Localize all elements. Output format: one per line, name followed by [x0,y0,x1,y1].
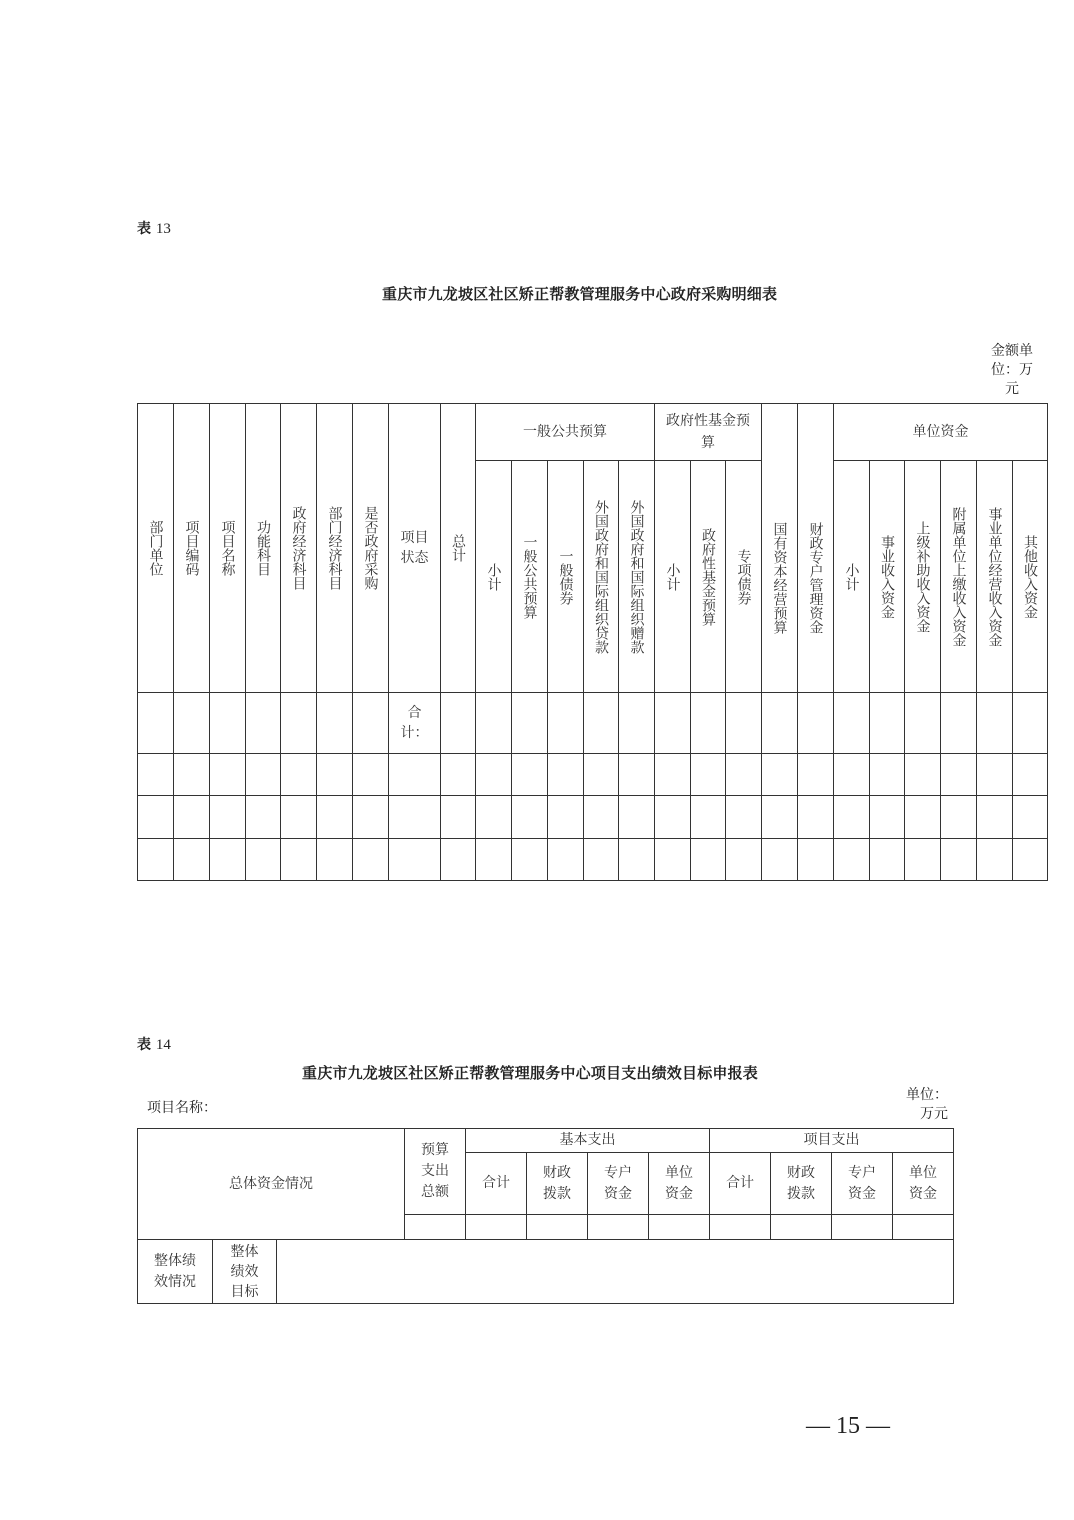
table-row-cell[interactable] [798,754,834,796]
expense-subheader [893,1153,954,1215]
table-row-cell[interactable] [441,839,476,881]
header-text: 一般公共预算 [521,534,538,619]
table-row-cell[interactable] [548,796,584,839]
total-row-cell[interactable] [353,693,389,754]
header-text: 部门单位 [147,520,164,576]
table-row-cell[interactable] [905,839,941,881]
total-row-cell[interactable] [246,693,281,754]
total-row-cell[interactable] [476,693,512,754]
table-row-cell[interactable] [174,839,210,881]
table-row-cell[interactable] [317,754,353,796]
header-uf-other-income [1013,461,1048,693]
expense-value-cell[interactable] [466,1215,527,1240]
table13-title: 重庆市九龙坡区社区矫正帮教管理服务中心政府采购明细表 [382,285,778,303]
header-text: 是否政府采购 [362,506,379,590]
table-row-cell[interactable] [870,754,905,796]
cell-text: 项目支出 [803,1132,860,1148]
table-row-cell[interactable] [210,839,246,881]
table-row-cell[interactable] [548,839,584,881]
expense-value-cell[interactable] [771,1215,832,1240]
table-row-cell[interactable] [726,796,762,839]
expense-subheader [771,1153,832,1215]
header-text: 上级补助收入资金 [914,520,931,633]
table-row-cell[interactable] [441,754,476,796]
total-row-cell[interactable] [941,693,977,754]
table-row-cell[interactable] [441,796,476,839]
table-row-cell[interactable] [1013,839,1048,881]
total-row-label: 合计： [400,705,429,741]
table-row-cell[interactable] [138,754,174,796]
table-row-cell[interactable] [762,754,798,796]
header-dept-econ-subject [317,404,353,693]
overall-perf-goal-cell [213,1240,277,1304]
table-row-cell[interactable] [941,796,977,839]
cell-text: 财政拨款 [787,1164,815,1202]
table-row-cell[interactable] [798,796,834,839]
table-row-cell[interactable] [548,754,584,796]
table-row-cell[interactable] [762,839,798,881]
header-text: 小计 [485,562,502,591]
total-row-cell[interactable] [1013,693,1048,754]
header-text: 事业单位经营收入资金 [986,506,1003,647]
header-text: 总计 [450,534,466,562]
header-dept-unit [138,404,174,693]
header-project-code [174,404,210,693]
table-row-cell[interactable] [905,754,941,796]
table-row-cell[interactable] [619,796,655,839]
table-row-cell[interactable] [977,796,1013,839]
table-row-cell[interactable] [317,839,353,881]
header-gpb-general-bond [548,461,584,693]
table-row-cell[interactable] [512,754,548,796]
project-name-label: 项目名称： [147,1100,217,1116]
header-gov-econ-subject [281,404,317,693]
cell-text: 总体资金情况 [229,1175,313,1192]
header-text: 政府性基金预算 [666,413,750,451]
header-text: 外国政府和国际组织赠款 [628,499,645,654]
table14-label-number: 14 [155,1037,171,1053]
table-row-cell[interactable] [210,754,246,796]
header-gfb-gov-fund-budget [691,461,726,693]
table-row-cell[interactable] [655,796,691,839]
header-text: 部门经济科目 [326,506,343,590]
table-row-cell[interactable] [353,754,389,796]
total-row-cell[interactable] [210,693,246,754]
total-row-cell[interactable] [619,693,655,754]
header-text: 其他收入资金 [1022,534,1038,619]
header-text: 专项债券 [735,548,752,605]
table13-unit-line: 位：万 [991,362,1033,378]
table-row-cell[interactable] [977,754,1013,796]
header-text: 财政专户管理资金 [807,522,824,634]
cell-text: 专户资金 [604,1164,632,1202]
table-row-cell[interactable] [584,796,619,839]
header-text: 单位资金 [912,423,969,440]
table-row-cell[interactable] [798,839,834,881]
table13-unit-line: 金额单 [991,343,1033,359]
table13-label-number: 13 [155,221,171,237]
header-gpb-subtotal [476,461,512,693]
header-gpb-general-public-budget [512,461,548,693]
header-function-subject [246,404,281,693]
header-text: 项目编码 [183,520,200,576]
cell-text: 合计 [482,1175,510,1191]
header-text: 功能科目 [255,520,271,576]
header-uf-affiliate-remit [941,461,977,693]
expense-subheader [832,1153,893,1215]
table-row-cell[interactable] [619,839,655,881]
total-row-cell[interactable] [138,693,174,754]
table-row-cell[interactable] [941,754,977,796]
table-row-cell[interactable] [476,796,512,839]
header-gov-fund-budget [655,404,762,461]
total-row-cell[interactable] [281,693,317,754]
table-row-cell[interactable] [174,754,210,796]
header-text: 项目名称 [219,520,236,576]
table-row-cell[interactable] [834,839,870,881]
cell-text: 专户资金 [848,1164,876,1202]
total-row-cell[interactable] [977,693,1013,754]
cell-text: 整体绩效情况 [154,1252,196,1290]
expense-value-cell[interactable] [527,1215,588,1240]
expense-value-cell[interactable] [649,1215,710,1240]
expense-subheader [649,1153,710,1215]
table-row-cell[interactable] [941,839,977,881]
expense-value-cell[interactable] [832,1215,893,1240]
budget-total-header [405,1129,466,1215]
table-row-cell[interactable] [655,754,691,796]
table-row-cell[interactable] [246,796,281,839]
header-text: 国有资本经营预算 [771,522,788,634]
table-row-cell[interactable] [655,839,691,881]
table-row-cell[interactable] [834,754,870,796]
table13-label [137,218,171,238]
header-uf-business-income [870,461,905,693]
budget-total-value[interactable] [405,1215,466,1240]
table-row-cell[interactable] [317,796,353,839]
total-row-cell[interactable] [655,693,691,754]
cell-text: 整体绩效目标 [230,1243,259,1300]
expense-value-cell[interactable] [710,1215,771,1240]
header-text: 一般公共预算 [523,423,607,440]
table-row-cell[interactable] [977,839,1013,881]
table-row-cell[interactable] [476,839,512,881]
header-project-name [210,404,246,693]
table-row-cell[interactable] [512,796,548,839]
table-row-cell[interactable] [174,796,210,839]
total-row-cell [389,693,441,754]
table14-grid [137,1128,954,1304]
table13-unit [984,342,1040,399]
expense-subheader [710,1153,771,1215]
header-unit-funds [834,404,1048,461]
total-row-cell[interactable] [870,693,905,754]
header-uf-subtotal [834,461,870,693]
overall-perf-goal-value[interactable] [277,1240,954,1304]
header-uf-superior-subsidy [905,461,941,693]
table-row-cell[interactable] [210,796,246,839]
cell-text: 合计 [726,1175,754,1191]
cell-text: 预算支出总额 [421,1142,449,1200]
header-text: 政府性基金预算 [700,527,716,626]
table-row-cell[interactable] [476,754,512,796]
table-row-cell[interactable] [691,839,726,881]
table-row-cell[interactable] [389,839,441,881]
total-row-cell[interactable] [691,693,726,754]
header-gpb-foreign-loan [584,461,619,693]
expense-value-cell[interactable] [893,1215,954,1240]
total-row-cell[interactable] [441,693,476,754]
header-text: 附属单位上缴收入资金 [950,506,967,647]
total-row-cell[interactable] [548,693,584,754]
table-row-cell[interactable] [870,839,905,881]
table-row-cell[interactable] [726,754,762,796]
cell-text: 单位资金 [665,1164,693,1202]
table-row-cell[interactable] [138,796,174,839]
total-row-cell[interactable] [584,693,619,754]
table14-unit-line: 单位： [906,1087,948,1103]
header-is-gov-procurement [353,404,389,693]
table-row-cell[interactable] [138,839,174,881]
total-row-cell[interactable] [762,693,798,754]
header-text: 一般债券 [557,548,574,605]
table-row-cell[interactable] [584,754,619,796]
header-gfb-subtotal [655,461,691,693]
header-text: 事业收入资金 [879,534,895,619]
table-row-cell[interactable] [512,839,548,881]
header-uf-business-operation [977,461,1013,693]
header-text: 政府经济科目 [290,506,307,590]
table14-label-prefix: 表 [137,1037,151,1053]
table-row-cell[interactable] [834,796,870,839]
expense-subheader [527,1153,588,1215]
header-state-capital-budget [762,404,798,693]
table-row-cell[interactable] [1013,796,1048,839]
cell-text: 单位资金 [909,1164,937,1202]
total-row-cell[interactable] [798,693,834,754]
expense-value-cell[interactable] [588,1215,649,1240]
header-text: 小计 [843,562,860,591]
overall-perf-cell [138,1240,213,1304]
total-row-cell[interactable] [174,693,210,754]
header-text: 项目状态 [400,530,429,566]
project-expense-header [710,1129,954,1153]
header-text: 小计 [664,562,681,591]
total-row-cell[interactable] [726,693,762,754]
expense-subheader [588,1153,649,1215]
table-row-cell[interactable] [281,754,317,796]
table14-unit-line: 万元 [920,1106,948,1122]
expense-subheader [466,1153,527,1215]
header-project-status [389,404,441,693]
cell-text: 财政拨款 [543,1164,571,1202]
table13-unit-line: 元 [1005,381,1019,397]
table-row-cell[interactable] [246,839,281,881]
table-row-cell[interactable] [905,796,941,839]
table14-title: 重庆市九龙坡区社区矫正帮教管理服务中心项目支出绩效目标申报表 [302,1064,759,1082]
table13-label-prefix: 表 [137,221,151,237]
table-row-cell[interactable] [691,754,726,796]
table-row-cell[interactable] [246,754,281,796]
table-row-cell[interactable] [726,839,762,881]
total-row-cell[interactable] [317,693,353,754]
header-general-public-budget [476,404,655,461]
table14-unit [898,1086,948,1124]
header-gfb-special-bond [726,461,762,693]
table-row-cell[interactable] [389,796,441,839]
table-row-cell[interactable] [691,796,726,839]
table-row-cell[interactable] [1013,754,1048,796]
table-row-cell[interactable] [353,839,389,881]
cell-text: 基本支出 [559,1132,616,1148]
total-row-cell[interactable] [905,693,941,754]
header-fiscal-special-account [798,404,834,693]
basic-expense-header [466,1129,710,1153]
header-gpb-foreign-grant [619,461,655,693]
table-row-cell[interactable] [619,754,655,796]
table-row-cell[interactable] [870,796,905,839]
page-number: — 15 — [806,1413,890,1439]
table-row-cell[interactable] [353,796,389,839]
total-row-cell[interactable] [512,693,548,754]
table-row-cell[interactable] [762,796,798,839]
table-row-cell[interactable] [584,839,619,881]
table14-label [137,1034,171,1054]
table13-grid [137,403,1048,881]
header-grand-total [441,404,476,693]
table-row-cell[interactable] [281,796,317,839]
header-text: 外国政府和国际组织贷款 [593,499,609,654]
overall-funds-cell [138,1129,405,1240]
table-row-cell[interactable] [281,839,317,881]
table-row-cell[interactable] [389,754,441,796]
total-row-cell[interactable] [834,693,870,754]
